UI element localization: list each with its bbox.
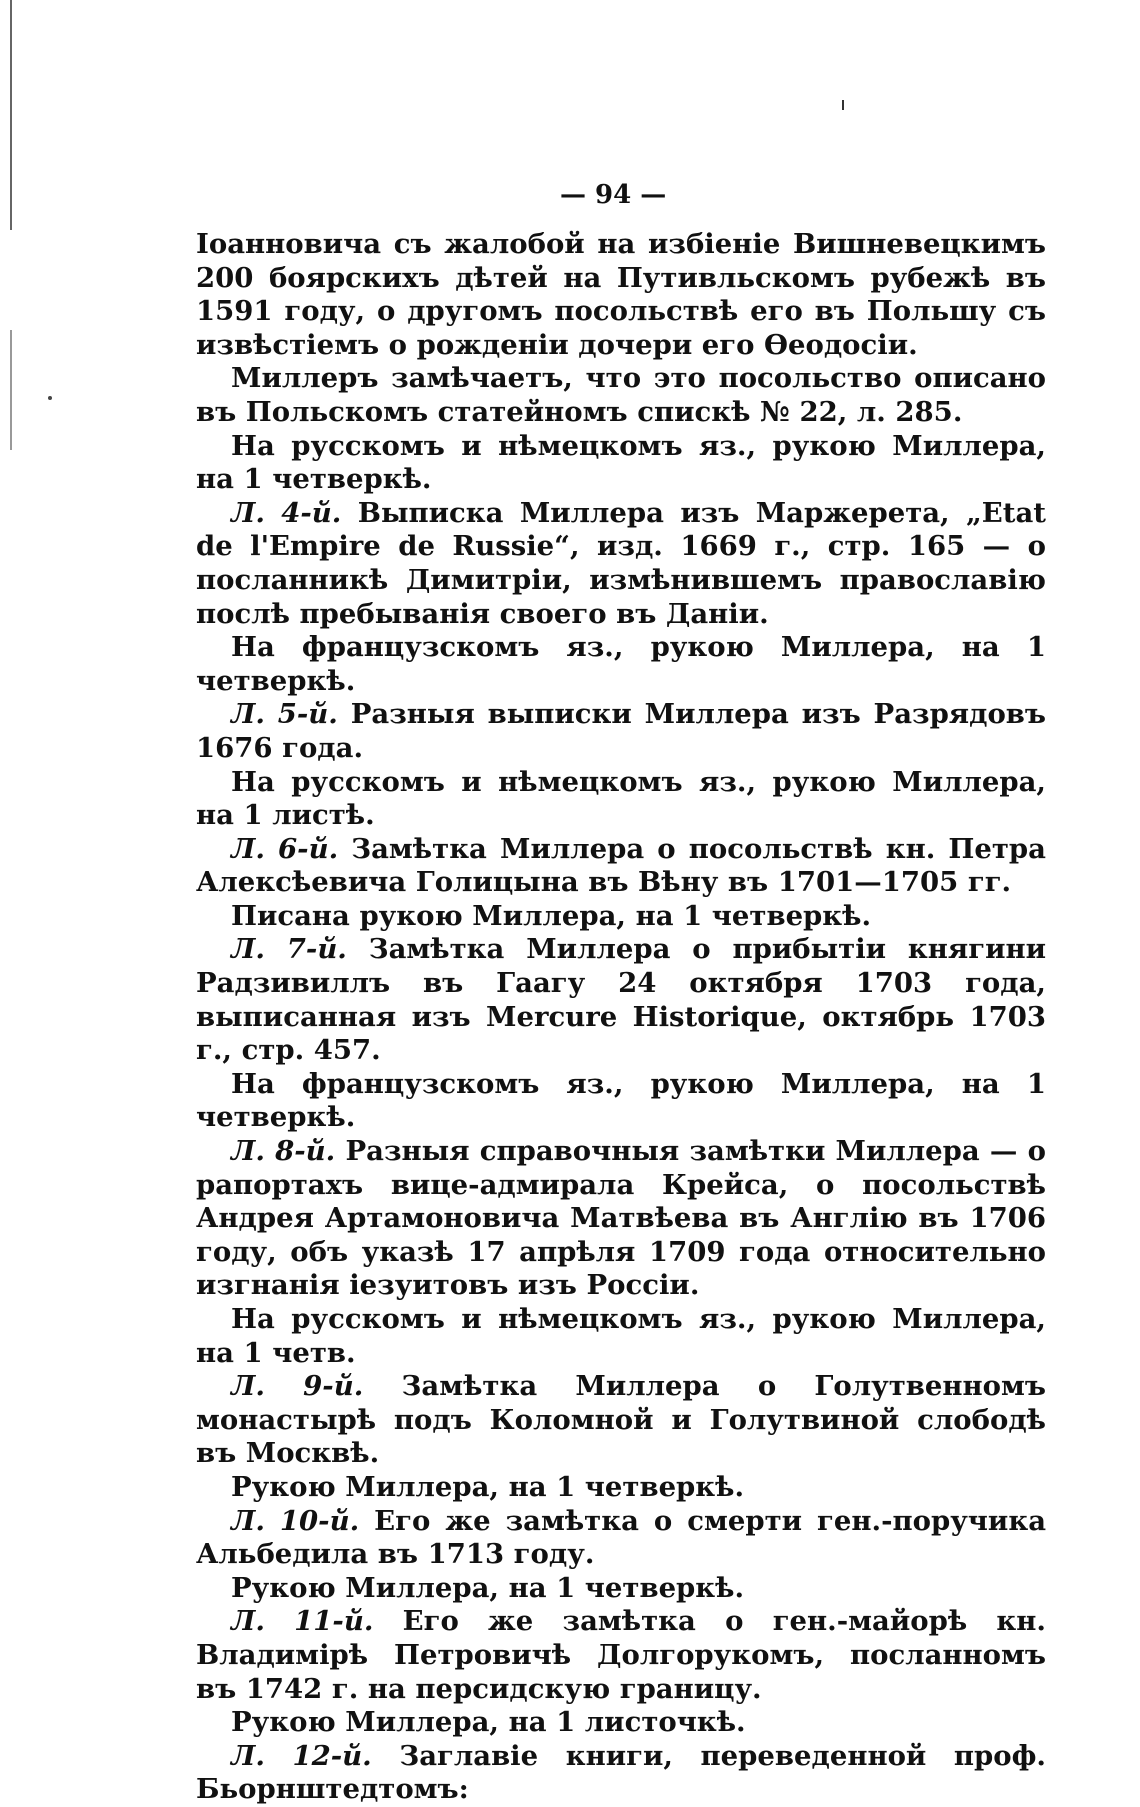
paragraph-text: Рукою Миллера, на 1 четверкѣ.	[231, 1470, 745, 1503]
paragraph-text: Его же замѣтка о ген.-майорѣ кн. Владимірѣ Петровичѣ Долгорукомъ, посланномъ въ 1742 г. на персидскую границу.	[196, 1605, 1046, 1705]
scan-edge-line	[10, 0, 12, 230]
paragraph	[196, 900, 1046, 934]
paragraph-text: Іоанновича съ жалобой на избіеніе Вишневецкимъ 200 боярскихъ дѣтей на Путивльскомъ рубежѣ въ 1591 году, о другомъ посольствѣ его въ Польшу съ извѣстіемъ о рожденіи дочери его Ѳеодосіи.	[196, 228, 1046, 361]
page-number: — 94 —	[560, 180, 667, 210]
scan-speck	[48, 396, 52, 400]
paragraph-text: Писана рукою Миллера, на 1 четверкѣ.	[231, 899, 872, 932]
paragraph	[196, 430, 1046, 497]
paragraph	[196, 497, 1046, 631]
paragraph	[196, 1505, 1046, 1572]
paragraph	[196, 1605, 1046, 1706]
paragraph	[196, 833, 1046, 900]
sheet-ref: Л. 9-й.	[231, 1370, 364, 1403]
paragraph-text: Выписка Миллера изъ Маржерета, „Etat de l'Empire de Russie“, изд. 1669 г., стр. 165 — о посланникѣ Димитріи, измѣнившемъ православію послѣ пребыванія своего въ Даніи.	[196, 496, 1046, 630]
paragraph-text: Заглавіе книги, переведенной проф. Бьорнштедтомъ:	[196, 1739, 1046, 1806]
sheet-ref: Л. 7-й.	[231, 933, 347, 966]
page-body	[196, 228, 1046, 1807]
paragraph-text: Рукою Миллера, на 1 четверкѣ.	[231, 1571, 745, 1604]
paragraph	[196, 1370, 1046, 1471]
paragraph-text: На французскомъ яз., рукою Миллера, на 1 четверкѣ.	[196, 631, 1046, 697]
paragraph-text: Замѣтка Миллера о Голутвенномъ монастырѣ подъ Коломной и Голутвиной слободѣ въ Москвѣ.	[196, 1370, 1046, 1470]
paragraph	[196, 1068, 1046, 1135]
paragraph	[196, 1135, 1046, 1303]
paragraph-text: Замѣтка Миллера о прибытіи княгини Радзивиллъ въ Гаагу 24 октября 1703 года, выписанная изъ Mercure Historique, октябрь 1703 г., стр. 457.	[196, 933, 1046, 1067]
scan-mark	[842, 100, 844, 110]
paragraph-text: Замѣтка Миллера о посольствѣ кн. Петра Алексѣевича Голицына въ Вѣну въ 1701—1705 гг.	[196, 832, 1046, 899]
paragraph-text: На французскомъ яз., рукою Миллера, на 1 четверкѣ.	[196, 1067, 1046, 1134]
paragraph	[196, 362, 1046, 429]
sheet-ref: Л. 4-й.	[231, 496, 342, 529]
paragraph-text: На русскомъ и нѣмецкомъ яз., рукою Миллера, на 1 четв.	[196, 1303, 1046, 1369]
paragraph-text: Разныя справочныя замѣтки Миллера — о рапортахъ вице-адмирала Крейса, о посольствѣ Андрея Артамоновича Матвѣева въ Англію въ 1706 году, объ указѣ 17 апрѣля 1709 года относительно изгнанія іезуитовъ изъ Россіи.	[196, 1135, 1046, 1302]
paragraph	[196, 1572, 1046, 1606]
paragraph-text: Разныя выписки Миллера изъ Разрядовъ 1676 года.	[196, 698, 1046, 764]
paragraph	[196, 228, 1046, 362]
paragraph-text: На русскомъ и нѣмецкомъ яз., рукою Миллера, на 1 листѣ.	[196, 765, 1046, 832]
paragraph-text: На русскомъ и нѣмецкомъ яз., рукою Миллера, на 1 четверкѣ.	[196, 429, 1046, 496]
scan-edge-line	[10, 330, 12, 450]
paragraph	[196, 1706, 1046, 1740]
paragraph	[196, 1471, 1046, 1505]
sheet-ref: Л. 11-й.	[231, 1605, 374, 1638]
paragraph	[196, 698, 1046, 765]
sheet-ref: Л. 5-й.	[231, 698, 338, 731]
sheet-ref: Л. 10-й.	[231, 1504, 360, 1537]
paragraph	[196, 1740, 1046, 1807]
paragraph-text: Его же замѣтка о смерти ген.-поручика Альбедила въ 1713 году.	[196, 1504, 1047, 1571]
paragraph-text: Миллеръ замѣчаетъ, что это посольство описано въ Польскомъ статейномъ спискѣ № 22, л. 285.	[196, 362, 1046, 428]
sheet-ref: Л. 6-й.	[231, 832, 339, 865]
paragraph	[196, 766, 1046, 833]
sheet-ref: Л. 8-й.	[231, 1135, 336, 1168]
sheet-ref: Л. 12-й.	[231, 1739, 372, 1772]
paragraph	[196, 631, 1046, 698]
paragraph-text: Рукою Миллера, на 1 листочкѣ.	[231, 1706, 746, 1739]
paragraph	[196, 933, 1046, 1067]
paragraph	[196, 1303, 1046, 1370]
